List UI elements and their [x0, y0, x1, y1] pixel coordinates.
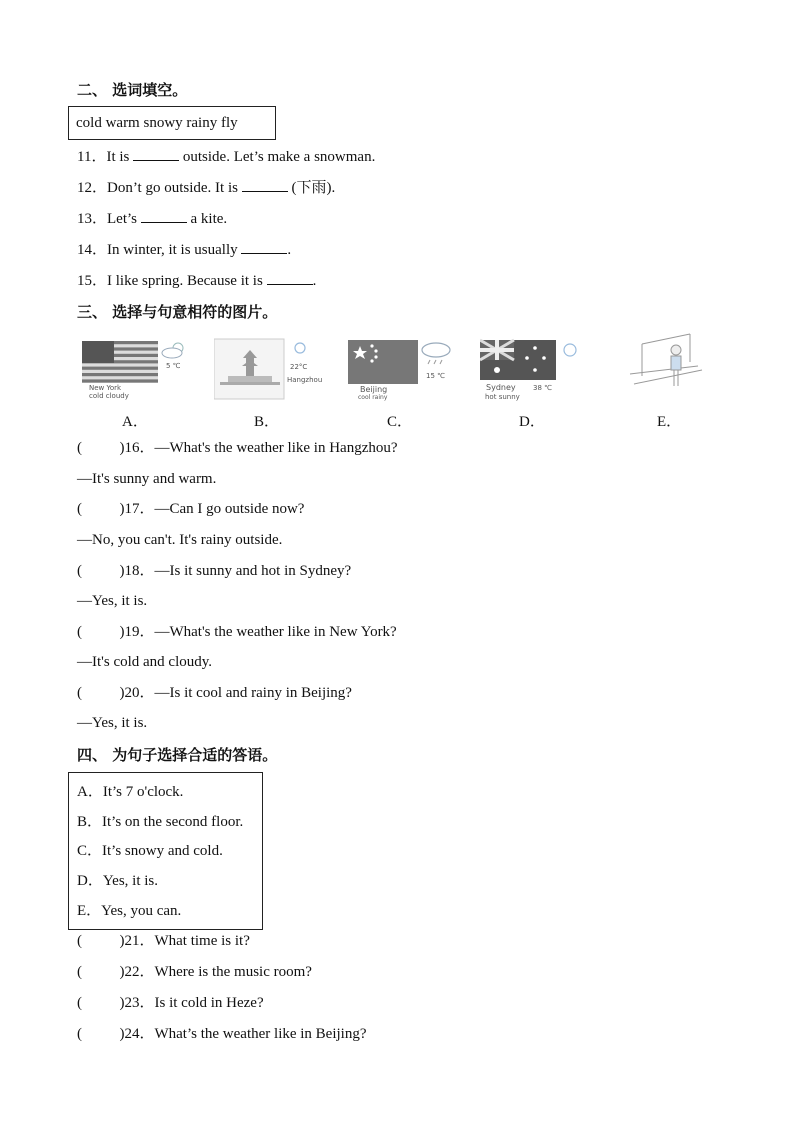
question-14: 14．In winter, it is usually . [77, 239, 291, 260]
answer-options-box [68, 772, 263, 930]
question-18: ( )18．—Is it sunny and hot in Sydney? [77, 563, 352, 579]
option-d: D．Yes, it is. [77, 873, 158, 889]
question-16: ( )16．—What's the weather like in Hangzhou? [77, 440, 398, 456]
svg-text:cool rainy: cool rainy [358, 394, 388, 401]
answer-blank[interactable] [133, 146, 179, 161]
word-bank-box [68, 106, 276, 140]
rain-cloud-icon [422, 343, 450, 364]
option-c: C．It’s snowy and cold. [77, 843, 223, 859]
picture-a [82, 336, 192, 404]
svg-text:15 ℃: 15 ℃ [426, 372, 445, 380]
usa-flag-icon [82, 341, 158, 383]
question-22: ( )22．Where is the music room? [77, 964, 312, 980]
answer-blank[interactable] [141, 208, 187, 223]
answer-19: —It's cold and cloudy. [77, 654, 213, 670]
answer-17: —No, you can't. It's rainy outside. [77, 532, 283, 548]
rain-window-boy-icon [630, 334, 702, 386]
option-b: B．It’s on the second floor. [77, 814, 244, 830]
picture-b [214, 336, 326, 404]
question-24: ( )24．What’s the weather like in Beijing? [77, 1026, 367, 1042]
china-flag-icon [348, 340, 418, 384]
option-e: E．Yes, you can. [77, 903, 182, 919]
sun-icon [295, 343, 305, 353]
australia-flag-icon [480, 340, 556, 380]
svg-text:38 ℃: 38 ℃ [533, 384, 552, 392]
svg-text:22°C: 22°C [290, 363, 308, 371]
question-12: 12．Don’t go outside. It is (下雨). [77, 177, 335, 198]
word-bank: cold warm snowy rainy fly [76, 114, 238, 131]
question-13: 13．Let’s a kite. [77, 208, 227, 229]
picture-d [480, 336, 584, 404]
answer-blank[interactable] [241, 239, 287, 254]
question-23: ( )23．Is it cold in Heze? [77, 995, 264, 1011]
picture-c [348, 336, 456, 404]
svg-text:Hangzhou: Hangzhou [287, 376, 323, 384]
option-a: A．It’s 7 o'clock. [77, 784, 184, 800]
sun-icon [564, 344, 576, 356]
question-11: 11．It is outside. Let’s make a snowman. [77, 146, 375, 167]
answer-18: —Yes, it is. [77, 593, 148, 609]
picture-label-a: A． [122, 414, 148, 430]
svg-text:hot sunny: hot sunny [485, 393, 520, 401]
answer-blank[interactable] [267, 270, 313, 285]
answer-20: —Yes, it is. [77, 715, 148, 731]
cloud-sun-icon [162, 343, 183, 358]
svg-text:Sydney: Sydney [486, 383, 516, 392]
picture-label-b: B． [254, 414, 280, 430]
section-2-heading: 二、 选词填空。 [77, 81, 188, 99]
svg-text:5 ℃: 5 ℃ [166, 362, 181, 370]
svg-text:cold cloudy: cold cloudy [89, 392, 129, 400]
question-21: ( )21．What time is it? [77, 933, 250, 949]
picture-label-c: C． [387, 414, 413, 430]
question-17: ( )17．—Can I go outside now? [77, 501, 305, 517]
picture-label-e: E． [657, 414, 682, 430]
section-3-heading: 三、 选择与句意相符的图片。 [77, 303, 278, 321]
question-20: ( )20．—Is it cool and rainy in Beijing? [77, 685, 352, 701]
section-4-heading: 四、 为句子选择合适的答语。 [77, 746, 278, 764]
picture-label-d: D． [519, 414, 545, 430]
question-19: ( )19．—What's the weather like in New York? [77, 624, 397, 640]
svg-text:New York: New York [89, 384, 122, 392]
picture-e [628, 330, 706, 402]
svg-text:Beijing: Beijing [360, 385, 388, 394]
answer-blank[interactable] [242, 177, 288, 192]
question-15: 15．I like spring. Because it is . [77, 270, 316, 291]
answer-16: —It's sunny and warm. [77, 471, 217, 487]
